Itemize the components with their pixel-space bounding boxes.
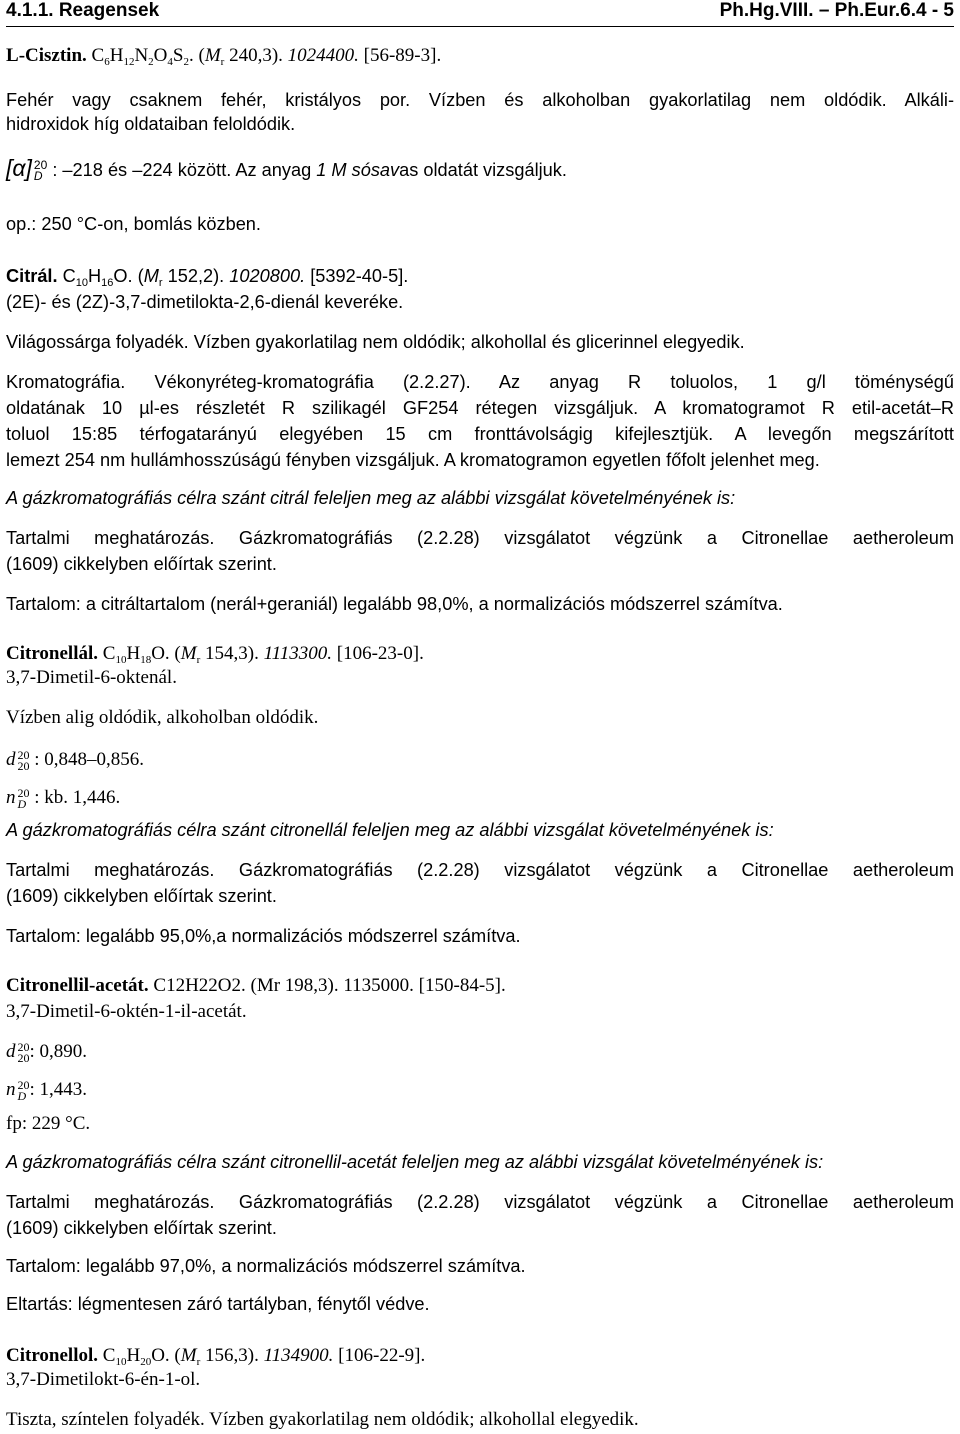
cystine-desc-1: Fehér vagy csaknem fehér, kristályos por. Vízben és alkoholban gyakorlatilag nem oldódik. Alkáli-	[6, 90, 954, 110]
citronellyl-acetate-title-line: Citronellil-acetát. C12H22O2. (Mr 198,3). 1135000. [150-84-5].	[6, 975, 506, 996]
citral-code: 1020800.	[229, 266, 306, 286]
citronellal-refractive-index: n 20 D : kb. 1,446.	[6, 785, 121, 811]
citronellal-synonym: 3,7-Dimetil-6-oktenál.	[6, 667, 177, 688]
citral-assay-2: (1609) cikkelyben előírtak szerint.	[6, 554, 277, 574]
citronellal-description: Vízben alig oldódik, alkoholban oldódik.	[6, 707, 319, 728]
cystine-title-line	[6, 44, 954, 74]
citronellal-mr: ($M_r$ 154,3).	[174, 643, 259, 666]
citronellyl-acetate-assay-1: Tartalmi meghatározás. Gázkromatográfiás (2.2.28) vizsgálatot végzünk a Citronellae aetheroleum	[6, 1192, 954, 1212]
citronellyl-acetate-line-rest: C12H22O2. (Mr 198,3). 1135000. [150-84-5].	[153, 975, 506, 996]
citronellol-cas: [106-22-9].	[338, 1345, 426, 1366]
cystine-formula: $C_6H_{12}N_2O_4S_2$.	[91, 45, 194, 68]
citronellal-content: Tartalom: legalább 95,0%,a normalizációs módszerrel számítva.	[6, 926, 521, 946]
citronellyl-acetate-content: Tartalom: legalább 97,0%, a normalizációs módszerrel számítva.	[6, 1256, 526, 1276]
citral-name: Citrál.	[6, 266, 58, 286]
citral-tlc-2: oldatának 10 µl-es részletét R szilikagél GF254 rétegen vizsgáljuk. A kromatogramot R etil-acetát–R	[6, 398, 954, 418]
citronellyl-acetate-synonym: 3,7-Dimetil-6-oktén-1-il-acetát.	[6, 1001, 247, 1022]
citronellyl-acetate-gc-requirement: A gázkromatográfiás célra szánt citronellil-acetát feleljen meg az alábbi vizsgálat követelményének is:	[6, 1152, 824, 1172]
cystine-name: -Cisztin.	[18, 45, 87, 66]
page-header	[6, 0, 954, 26]
citronellyl-acetate-assay-2: (1609) cikkelyben előírtak szerint.	[6, 1218, 277, 1238]
citronellal-gc-requirement: A gázkromatográfiás célra szánt citronellál feleljen meg az alábbi vizsgálat követelményének is:	[6, 820, 774, 840]
citronellol-formula: $C_{10}H_{20}O$.	[102, 1345, 170, 1368]
citronellyl-acetate-boiling-point: fp: 229 °C.	[6, 1113, 91, 1134]
cystine-desc-2: hidroxidok híg oldataiban feloldódik.	[6, 114, 296, 134]
citral-mr: ($M_r$ 152,2).	[137, 266, 225, 289]
section-title: 4.1.1. Reagensek	[6, 0, 160, 21]
cystine-code: 1024400.	[287, 45, 359, 66]
citral-formula: $C_{10}H_{16}O$.	[62, 266, 133, 289]
citronellyl-acetate-density: d 20 20 : 0,890.	[6, 1039, 88, 1065]
alpha-symbol: [α]	[6, 155, 32, 181]
header-rule	[6, 26, 954, 27]
citronellol-name: Citronellol.	[6, 1345, 99, 1366]
citronellal-assay-1: Tartalmi meghatározás. Gázkromatográfiás (2.2.28) vizsgálatot végzünk a Citronellae aetheroleum	[6, 860, 954, 880]
citral-tlc-4: lemezt 254 nm hullámhosszúságú fényben vizsgáljuk. A kromatogramon egyetlen főfolt jelenhet meg.	[6, 450, 820, 470]
citronellol-description: Tiszta, színtelen folyadék. Vízben gyakorlatilag nem oldódik; alkohollal elegyedik.	[6, 1409, 639, 1430]
citronellyl-acetate-storage: Eltartás: légmentesen záró tartályban, fénytől védve.	[6, 1294, 430, 1314]
citral-assay-1: Tartalmi meghatározás. Gázkromatográfiás (2.2.28) vizsgálatot végzünk a Citronellae aetheroleum	[6, 528, 954, 548]
citronellal-cas: [106-23-0].	[336, 643, 424, 664]
citral-cas: [5392-40-5].	[310, 266, 409, 286]
citronellal-formula: $C_{10}H_{18}O$.	[102, 643, 170, 666]
cystine-prefix: L	[6, 45, 19, 66]
cystine-mr: ($M_r$ 240,3).	[198, 45, 283, 68]
citronellal-name: Citronellál.	[6, 643, 99, 664]
citral-description: Világossárga folyadék. Vízben gyakorlatilag nem oldódik; alkohollal és glicerinnel elegyedik.	[6, 332, 745, 352]
pharmacopoeia-ref: Ph.Hg.VIII. – Ph.Eur.6.4 - 5	[719, 0, 954, 21]
cystine-cas: [56-89-3].	[363, 45, 442, 66]
citral-tlc-3: toluol 15:85 térfogatarányú elegyében 15 cm fronttávolságig kifejlesztjük. A levegőn megszárított	[6, 424, 954, 444]
citronellol-code: 1134900.	[263, 1345, 334, 1366]
citronellal-assay-2: (1609) cikkelyben előírtak szerint.	[6, 886, 277, 906]
citral-content: Tartalom: a citráltartalom (nerál+geraniál) legalább 98,0%, a normalizációs módszerrel számítva.	[6, 594, 783, 614]
citral-gc-requirement: A gázkromatográfiás célra szánt citrál feleljen meg az alábbi vizsgálat követelményének is:	[6, 488, 736, 508]
citronellal-density: d 20 20 : 0,848–0,856.	[6, 747, 145, 773]
citral-tlc-1: Kromatográfia. Vékonyréteg-kromatográfia (2.2.27). Az anyag R toluolos, 1 g/l töménységű	[6, 372, 954, 392]
citronellol-mr: ($M_r$ 156,3).	[174, 1345, 259, 1368]
citral-synonym: (2E)- és (2Z)-3,7-dimetilokta-2,6-dienál keveréke.	[6, 292, 404, 312]
cystine-melting-point: op.: 250 °C-on, bomlás közben.	[6, 214, 261, 234]
citronellol-synonym: 3,7-Dimetilokt-6-én-1-ol.	[6, 1369, 201, 1390]
citronellyl-acetate-refractive-index: n 20 D : 1,443.	[6, 1077, 88, 1103]
citronellal-code: 1113300.	[263, 643, 333, 664]
cystine-rotation: [α] 20 D : –218 és –224 között. Az anyag 1 M sósavas oldatát vizsgáljuk.	[6, 155, 567, 184]
